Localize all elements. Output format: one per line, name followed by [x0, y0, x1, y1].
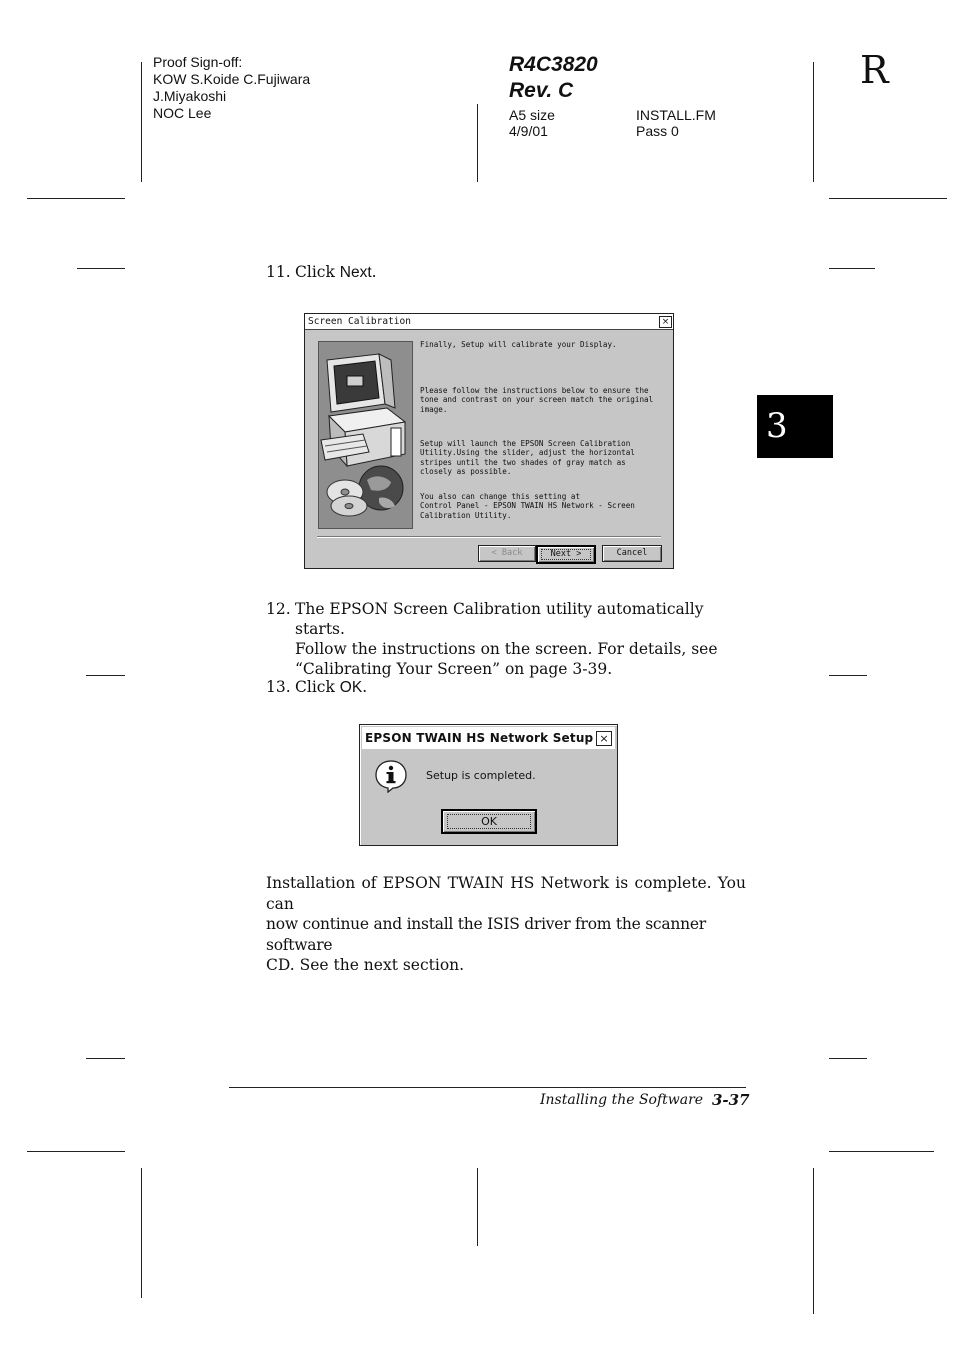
step-line: Follow the instructions on the screen. For details, see — [295, 640, 718, 658]
cancel-button[interactable]: Cancel — [602, 545, 662, 562]
proof-line: NOC Lee — [153, 105, 212, 121]
crop-mark — [813, 1168, 814, 1314]
message-line: tone and contrast on your screen match the original — [420, 395, 654, 405]
focus-ring — [447, 814, 531, 829]
step-text — [295, 677, 367, 698]
message-line: closely as possible. — [420, 467, 512, 477]
message-line: Calibration Utility. — [420, 510, 512, 520]
info-icon — [374, 759, 408, 793]
dialog-message-3 — [420, 439, 668, 477]
message-line: Control Panel - EPSON TWAIN HS Network - Screen — [420, 501, 635, 511]
paragraph-line: Installation of EPSON TWAIN HS Network is complete. You can — [266, 874, 746, 913]
message-line: Finally, Setup will calibrate your Display. — [420, 340, 617, 349]
next-button-label: Next > — [550, 549, 582, 559]
dialog-message: Setup is completed. — [426, 769, 536, 782]
step-text — [295, 599, 746, 679]
close-icon[interactable]: × — [659, 316, 672, 328]
page-size: A5 size — [509, 107, 555, 123]
step-12 — [266, 599, 746, 678]
close-icon[interactable]: × — [596, 731, 612, 746]
message-line: stripes until the two shades of gray match as — [420, 457, 626, 467]
paragraph-line: CD. See the next section. — [266, 956, 465, 974]
step-line: “Calibrating Your Screen” on page 3-39. — [295, 660, 613, 678]
crop-mark — [141, 62, 142, 182]
ui-term: OK — [339, 679, 363, 696]
message-line: Setup will launch the EPSON Screen Calibration — [420, 439, 631, 448]
message-line: Utility.Using the slider, adjust the horizontal — [420, 448, 635, 458]
dialog-title: EPSON TWAIN HS Network Setup — [365, 731, 594, 745]
dialog-message-2 — [420, 386, 668, 414]
ok-button[interactable] — [441, 809, 537, 834]
back-button[interactable]: < Back — [478, 545, 536, 562]
revision: Rev. C — [509, 79, 574, 102]
date: 4/9/01 — [509, 123, 548, 139]
crop-mark — [477, 104, 478, 182]
focus-ring — [541, 549, 591, 560]
setup-complete-dialog — [359, 724, 618, 846]
next-button[interactable] — [536, 545, 596, 564]
message-line: Please follow the instructions below to ensure the — [420, 386, 649, 395]
step-11 — [266, 262, 566, 282]
crop-mark — [813, 62, 814, 182]
dialog-titlebar — [305, 314, 673, 330]
message-line: You also can change this setting at — [420, 492, 581, 501]
dialog-separator — [317, 536, 661, 538]
proof-line: KOW S.Koide C.Fujiwara — [153, 71, 311, 87]
footer-rule — [229, 1087, 746, 1088]
dialog-title: Screen Calibration — [308, 316, 411, 327]
proof-signoff — [153, 54, 310, 122]
dialog-titlebar — [362, 727, 615, 749]
step-line: The EPSON Screen Calibration utility automatically starts. — [295, 600, 704, 638]
crop-mark — [829, 1151, 934, 1152]
crop-mark — [86, 1058, 125, 1059]
footer-chapter-title: Installing the Software — [540, 1092, 704, 1108]
completion-paragraph — [266, 873, 746, 976]
step-suffix: . — [371, 263, 377, 281]
crop-mark — [27, 1151, 125, 1152]
step-text — [295, 262, 377, 283]
model-block — [509, 52, 598, 104]
crop-mark — [77, 268, 125, 269]
crop-mark — [829, 675, 867, 676]
crop-mark — [86, 675, 125, 676]
crop-mark — [829, 1058, 867, 1059]
pass: Pass 0 — [636, 123, 679, 139]
step-number: 12. — [266, 600, 291, 618]
proof-line: Proof Sign-off: — [153, 54, 243, 70]
computer-illustration — [318, 341, 413, 529]
proof-line: J.Miyakoshi — [153, 88, 227, 104]
ui-term: Next — [339, 264, 372, 281]
step-prefix: Click — [295, 678, 340, 696]
page-number: 3-37 — [712, 1091, 750, 1109]
model-number: R4C3820 — [509, 53, 598, 76]
step-number: 13. — [266, 678, 291, 696]
message-line: image. — [420, 404, 448, 414]
screen-calibration-dialog — [304, 313, 674, 569]
step-suffix: . — [362, 678, 368, 696]
chapter-tab: 3 — [757, 395, 833, 458]
crop-mark — [477, 1168, 478, 1246]
paragraph-line: now continue and install the ISIS driver from the scanner software — [266, 915, 706, 954]
step-13 — [266, 677, 566, 697]
dialog-message-1 — [420, 340, 668, 349]
file-name: INSTALL.FM — [636, 107, 716, 123]
computer-icon — [319, 342, 412, 528]
dialog-message-4 — [420, 492, 668, 520]
corner-letter: R — [860, 48, 889, 92]
step-number: 11. — [266, 263, 291, 281]
step-prefix: Click — [295, 263, 340, 281]
crop-mark — [27, 198, 125, 199]
crop-mark — [141, 1168, 142, 1298]
crop-mark — [829, 198, 947, 199]
ok-button-label: OK — [481, 815, 497, 828]
crop-mark — [829, 268, 875, 269]
